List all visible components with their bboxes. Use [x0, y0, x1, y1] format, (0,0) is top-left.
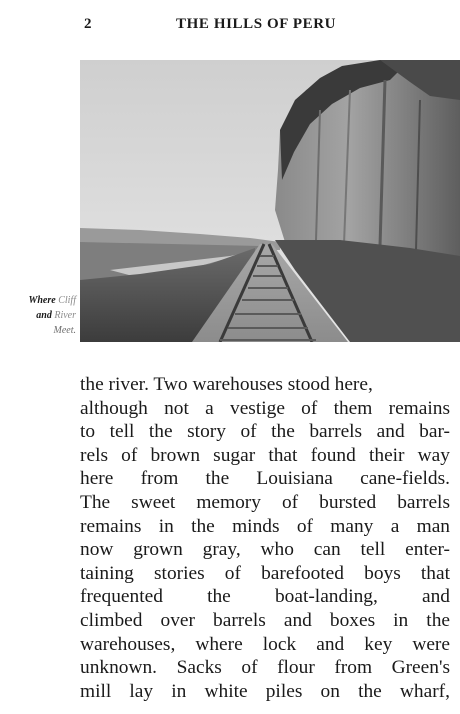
text-line: mill lay in white piles on the wharf,: [80, 680, 450, 702]
photograph-cliff-and-railroad: [80, 60, 460, 342]
photograph-illustration: [80, 60, 460, 342]
text-line: now grown gray, who can tell enter-: [80, 539, 450, 561]
text-line: here from the Louisiana cane-fields.: [80, 468, 450, 490]
caption-river: River: [54, 310, 76, 321]
running-head: [0, 16, 460, 38]
text-line: frequented the boat-landing, and: [80, 586, 450, 608]
text-line: taining stories of barefooted boys that: [80, 562, 450, 584]
text-line: climbed over barrels and boxes in the: [80, 609, 450, 631]
body-paragraph: [80, 373, 450, 703]
text-line: the river. Two warehouses stood here,: [80, 374, 373, 395]
figure-caption: [0, 293, 76, 338]
caption-cliff: Cliff: [58, 295, 76, 306]
text-line: unknown. Sacks of flour from Green's: [80, 657, 450, 679]
caption-where: Where: [28, 295, 56, 306]
page-number: 2: [84, 16, 92, 32]
text-line: warehouses, where lock and key were: [80, 633, 450, 655]
text-line: remains in the minds of many a man: [80, 515, 450, 537]
caption-meet: Meet.: [53, 325, 76, 336]
text-line: The sweet memory of bursted barrels: [80, 491, 450, 513]
text-line: although not a vestige of them remains: [80, 397, 450, 419]
text-line: rels of brown sugar that found their way: [80, 444, 450, 466]
book-title: THE HILLS OF PERU: [176, 16, 337, 32]
caption-and: and: [36, 310, 52, 321]
text-line: to tell the story of the barrels and bar-: [80, 421, 450, 443]
